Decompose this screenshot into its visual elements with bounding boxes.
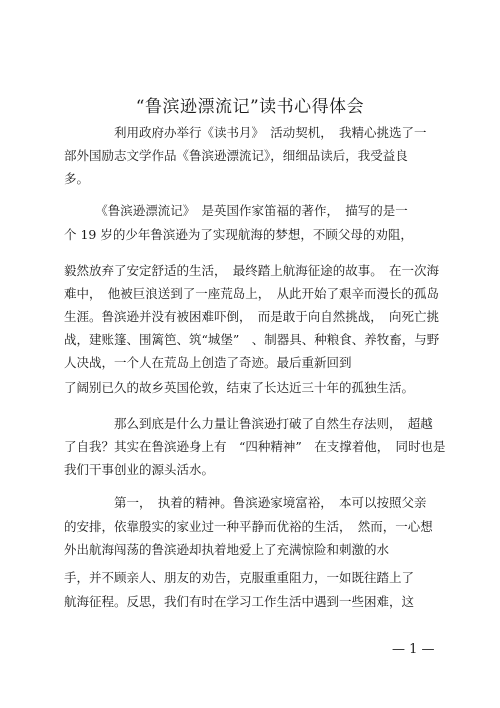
body-line: 了自我？其实在鲁滨逊身上有 “四种精神” 在支撑着他， 同时也是 bbox=[64, 439, 446, 454]
body-line: 外出航海闯荡的鲁滨逊却执着地爱上了充满惊险和刺激的水 bbox=[64, 542, 390, 557]
body-line: 毅然放弃了安定舒适的生活， 最终踏上航海征途的故事。 在一次海 bbox=[64, 263, 440, 278]
body-line: 了阔别已久的故乡英国伦敦，结束了长达近三十年的孤独生活。 bbox=[64, 380, 415, 395]
body-line: 部外国励志文学作品《鲁滨逊漂流记》，细细品读后，我受益良 bbox=[64, 148, 408, 163]
body-line: 人决战，一个人在荒岛上创造了奇迹。最后重新回到 bbox=[64, 355, 352, 370]
body-line: 多。 bbox=[64, 171, 90, 186]
body-line: 的安排，依靠殷实的家业过一种平静而优裕的生活， 然而，一心想 bbox=[64, 519, 433, 534]
body-line: 第一， 执着的精神。鲁滨逊家境富裕， 本可以按照父亲 bbox=[64, 495, 427, 510]
document-title: “鲁滨逊漂流记”读书心得体会 bbox=[135, 97, 365, 117]
body-line: 生涯。鲁滨逊并没有被困难吓倒， 而是敢于向自然挑战， 向死亡挑 bbox=[64, 309, 440, 324]
body-line: 那么到底是什么力量让鲁滨逊打破了自然生存法则， 超越 bbox=[64, 416, 433, 431]
page-number: — 1 — bbox=[392, 642, 435, 657]
body-line: 《鲁滨逊漂流记》 是英国作家笛福的著作， 描写的是一 bbox=[64, 203, 408, 218]
body-line: 手，并不顾亲人、朋友的劝告，克服重重阻力，一如既往踏上了 bbox=[64, 570, 415, 585]
body-line: 战，建账篷、围篱笆、筑“城堡” 、制器具、种粮食、养牧畜，与野 bbox=[64, 332, 440, 347]
body-line: 利用政府办举行《读书月》 活动契机， 我精心挑选了一 bbox=[64, 125, 427, 140]
body-line: 航海征程。反思，我们有时在学习工作生活中遇到一些困难，这 bbox=[64, 594, 415, 609]
body-line: 个 19 岁的少年鲁滨逊为了实现航海的梦想，不顾父母的劝阻， bbox=[64, 227, 413, 242]
body-line: 我们干事创业的源头活水。 bbox=[64, 462, 215, 477]
body-line: 难中， 他被巨浪送到了一座荒岛上， 从此开始了艰辛而漫长的孤岛 bbox=[64, 286, 440, 301]
